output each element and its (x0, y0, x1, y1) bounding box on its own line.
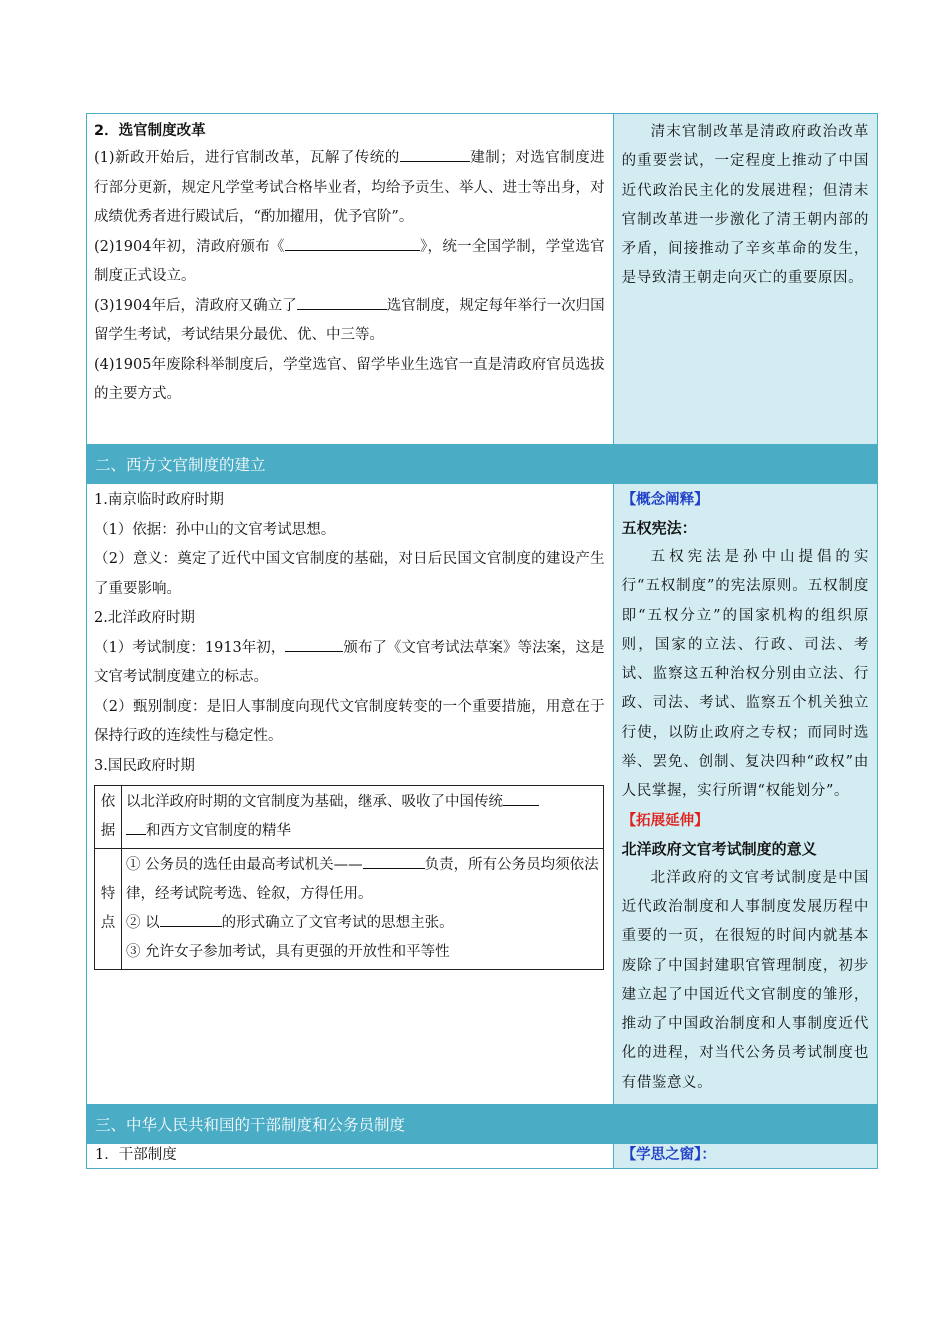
feature-item-3: ③ 允许女子参加考试，具有更强的开放性和平等性 (126, 944, 450, 960)
inner-cell-features (122, 849, 604, 970)
side-cell-section2 (613, 114, 877, 445)
band-row-3 (87, 1105, 878, 1144)
section2-p1a: (1)新政开始后，进行官制改革，瓦解了传统的 (94, 150, 400, 166)
row-part3 (87, 1144, 878, 1169)
extension-text: 北洋政府的文官考试制度是中国近代政治制度和人事制度发展历程中重要的一页，在很短的时间内就基本废除了中国封建职官管理制度，初步建立起了中国近代文官制度的雏形，推动了中国政治制度和人事制度近代化的进程，对当代公务员考试制度也有借鉴意义。 (621, 869, 869, 1091)
section2-paragraph-1 (94, 144, 605, 233)
section2-p3a: (3)1904年后，清政府又确立了 (94, 297, 297, 314)
feature-item-1 (126, 851, 599, 909)
band3-title: 三、中华人民共和国的干部制度和公务员制度 (95, 1116, 406, 1135)
main-cell-section2 (87, 114, 614, 445)
feature-item-2 (126, 909, 599, 938)
inner-cell-basis (122, 786, 604, 849)
part2-item-4: （2）甄别制度：是旧人事制度向现代文官制度转变的一个重要措施，用意在于保持行政的连续性与稳定性。 (94, 698, 605, 744)
row-section2 (87, 114, 878, 445)
part2-item-3 (94, 634, 605, 693)
inner-row1a: 以北洋政府时期的文官制度为基础，继承、吸收了中国传统 (126, 794, 503, 810)
fill-blank-5b[interactable] (126, 820, 146, 835)
content-table (86, 113, 878, 1169)
main-cell-part3 (87, 1144, 614, 1169)
part2-item-2: （2）意义：奠定了近代中国文官制度的基础，对日后民国文官制度的建设产生了重要影响。 (94, 551, 605, 597)
section2-p2a: (2)1904年初，清政府颁布《 (94, 238, 285, 255)
concept-text: 五权宪法是孙中山提倡的实行“五权制度”的宪法原则。五权制度即“五权分立”的国家机构的组织原则，国家的立法、行政、司法、考试、监察这五种治权分别由立法、行政、司法、考试、监察五个机关独立行使，以防止政府之专权；而同时选举、罢免、创制、复决四种“政权”由人民掌握，实行所谓“权能划分”。 (621, 549, 869, 800)
fill-blank-6[interactable] (363, 854, 425, 869)
band-row-2 (87, 445, 878, 484)
inner-row-features (95, 849, 604, 970)
feature-2a: ② 以 (126, 915, 160, 931)
fill-blank-5a[interactable] (503, 791, 539, 806)
section2-p2b: 》，统一全国学制，学堂选官制度正式设立。 (94, 238, 605, 284)
study-window-tag: 【学思之窗】： (621, 1147, 716, 1164)
band3-cell (87, 1105, 614, 1144)
section2-p3b: 选官制度，规定每年举行一次归国留学生考试，考试结果分最优、优、中三等。 (94, 297, 605, 343)
concept-tag: 【概念阐释】 (621, 492, 709, 508)
part2-heading-2: 2.北洋政府时期 (94, 610, 195, 626)
part2-item-1: （1）依据：孙中山的文官考试思想。 (94, 521, 336, 538)
section2-paragraph-3 (94, 292, 605, 351)
side1-text: 清末官制改革是清政府政治改革的重要尝试，一定程度上推动了中国近代政治民主化的发展进程；但清末官制改革进一步激化了清王朝内部的矛盾，间接推动了辛亥革命的发生，是导致清王朝走向灭亡的重要原因。 (621, 124, 869, 287)
fill-blank-3[interactable] (297, 295, 387, 310)
band2-side-cell (613, 445, 877, 484)
main-cell-part2 (87, 484, 614, 1105)
government-period-table (94, 785, 604, 970)
extension-tag: 【拓展延伸】 (621, 812, 709, 829)
section2-p1b: 建制；对选官制度进行部分更新，规定凡学堂考试合格毕业者，均给予贡生、举人、进士等出身，对成绩优秀者进行殿试后，“酌加擢用，优予官阶”。 (94, 150, 605, 225)
inner-label-basis: 依据 (95, 786, 122, 849)
inner-row1b: 和西方文官制度的精华 (146, 823, 291, 839)
band2-title: 二、西方文官制度的建立 (95, 456, 266, 474)
band2-cell (87, 445, 614, 484)
extension-heading: 北洋政府文官考试制度的意义 (621, 839, 817, 858)
concept-heading: 五权宪法： (621, 519, 697, 537)
inner-label-features: 特点 (95, 849, 122, 970)
part2-heading-1: 1.南京临时政府时期 (94, 492, 224, 508)
side-cell-part3 (613, 1144, 877, 1169)
part2-i3b: 颁布了《文官考试法草案》等法案，这是文官考试制度建立的标志。 (94, 639, 605, 685)
fill-blank-2[interactable] (285, 236, 420, 251)
part2-heading-3: 3.国民政府时期 (94, 757, 195, 774)
row-part2 (87, 484, 878, 1105)
band3-side-cell (613, 1105, 877, 1144)
section2-title: 2．选官制度改革 (94, 123, 206, 139)
part2-i3a: （1）考试制度：1913年初， (94, 639, 286, 656)
feature-1a: ① 公务员的选任由最高考试机关—— (126, 857, 363, 873)
fill-blank-4[interactable] (285, 637, 343, 652)
side-cell-part2 (613, 484, 877, 1105)
feature-1b: 负责，所有公务员均须依法律，经考试院考选、铨叙，方得任用。 (126, 857, 599, 902)
fill-blank-1[interactable] (400, 147, 470, 162)
feature-2b: 的形式确立了文官考试的思想主张。 (221, 915, 454, 931)
section2-paragraph-2 (94, 233, 605, 292)
fill-blank-7[interactable] (160, 912, 222, 927)
part3-heading-1: 1．干部制度 (95, 1147, 177, 1164)
section2-paragraph-4: (4)1905年废除科举制度后，学堂选官、留学毕业生选官一直是清政府官员选拔的主要方式。 (94, 356, 605, 402)
inner-row-basis (95, 786, 604, 849)
